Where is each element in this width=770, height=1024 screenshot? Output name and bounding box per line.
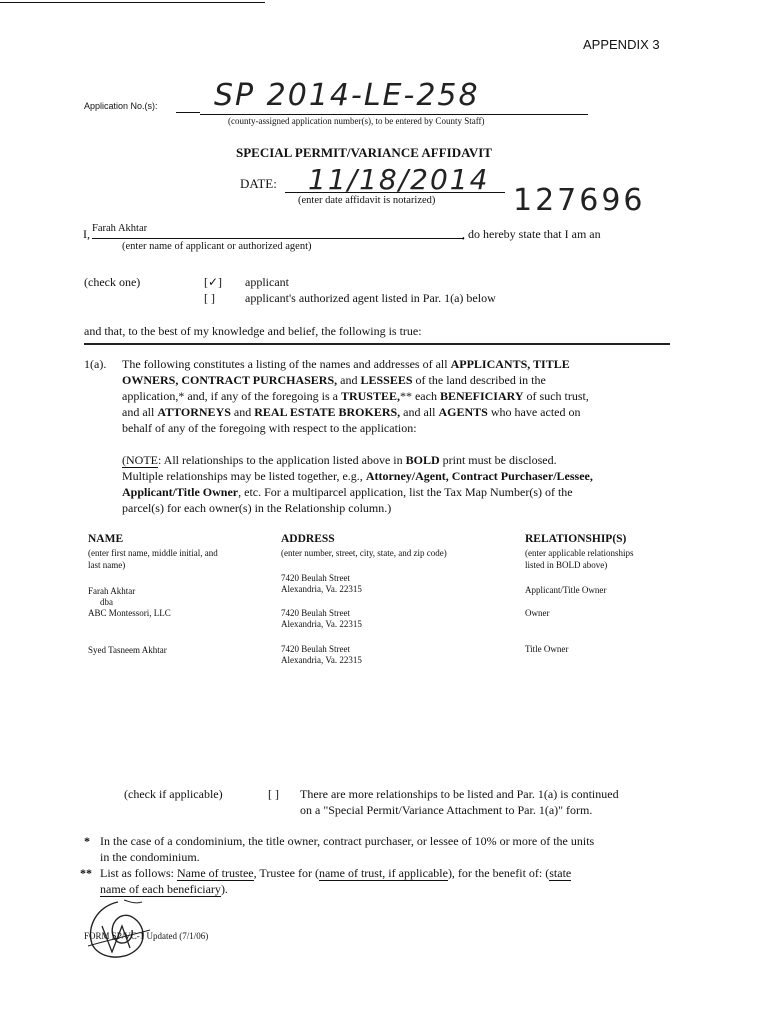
top-edge-line: [0, 2, 265, 3]
intro-statement: and that, to the best of my knowledge and belief, the following is true:: [84, 324, 422, 338]
row-1-name-dba: dba: [100, 597, 113, 607]
footnote-underlined: name of trust, if applicable: [318, 866, 448, 880]
par-text: who have acted on: [487, 405, 581, 419]
note-bold-text: Applicant/Title Owner: [122, 485, 239, 499]
row-2-name: ABC Montessori, LLC: [88, 608, 171, 618]
par-text: ** each: [399, 389, 440, 403]
header-name: NAME: [88, 533, 124, 545]
par-bold-text: TRUSTEE,: [340, 389, 400, 403]
par-1a-line-2: [122, 372, 546, 388]
par-bold-text: APPLICANTS, TITLE: [450, 357, 570, 371]
statement-underline: [92, 238, 464, 239]
header-relationship-note-1: (enter applicable relationships: [525, 548, 634, 558]
note-line-2: [122, 468, 593, 484]
footnote-2-line-1: [100, 865, 571, 881]
note-line-4: parcel(s) for each owner(s) in the Relationship column.): [122, 501, 392, 515]
continuation-checkbox[interactable]: [ ]: [268, 787, 279, 801]
header-relationship-note-2: listed in BOLD above): [525, 560, 608, 570]
par-1a-line-3: [122, 388, 589, 404]
statement-note: (enter name of applicant or authorized agent): [122, 241, 312, 252]
row-1-relationship: Applicant/Title Owner: [525, 585, 607, 595]
row-1-address-line-1: 7420 Beulah Street: [281, 573, 350, 583]
par-1a-number: 1(a).: [84, 357, 107, 371]
row-3-address-line-1: 7420 Beulah Street: [281, 644, 350, 654]
par-bold-text: BENEFICIARY: [439, 389, 524, 403]
check-box-applicant[interactable]: [✓]: [204, 275, 223, 289]
page-title: SPECIAL PERMIT/VARIANCE AFFIDAVIT: [236, 145, 492, 160]
par-text: The following constitutes a listing of the names and addresses of all: [122, 357, 451, 371]
par-1a-line-1: [122, 356, 682, 372]
note-label: (NOTE: [122, 453, 158, 467]
header-relationship: RELATIONSHIP(S): [525, 533, 627, 545]
application-underline: [200, 114, 588, 115]
note-bold-text: Attorney/Agent, Contract Purchaser/Lessee,: [365, 469, 593, 483]
par-text: application,* and, if any of the foregoing is a: [122, 389, 341, 403]
par-bold-text: REAL ESTATE BROKERS,: [254, 405, 401, 419]
footnote-2-mark: **: [80, 866, 92, 880]
appendix-label: APPENDIX 3: [583, 37, 660, 52]
continuation-line-2: on a "Special Permit/Variance Attachment to Par. 1(a)" form.: [300, 803, 593, 817]
header-name-note-2: last name): [88, 560, 126, 570]
application-note: (county-assigned application number(s), to be entered by County Staff): [228, 116, 485, 126]
statement-name: Farah Akhtar: [92, 223, 148, 234]
continuation-line-1: There are more relationships to be listed and Par. 1(a) is continued: [300, 787, 619, 801]
note-text: , etc. For a multiparcel application, list the Tax Map Number(s) of the: [238, 485, 573, 499]
par-text: and all: [122, 405, 158, 419]
footnote-underlined: state: [549, 866, 572, 880]
row-1-address-line-2: Alexandria, Va. 22315: [281, 584, 362, 594]
par-text: of the land described in the: [412, 373, 546, 387]
footnote-text: List as follows:: [100, 866, 177, 880]
par-bold-text: OWNERS, CONTRACT PURCHASERS,: [122, 373, 338, 387]
application-label: Application No.(s):: [84, 101, 158, 111]
header-address-note: (enter number, street, city, state, and zip code): [281, 548, 447, 558]
header-address: ADDRESS: [281, 533, 335, 545]
continuation-label: (check if applicable): [124, 787, 223, 801]
par-text: and all: [400, 405, 439, 419]
note-line-3: [122, 484, 573, 500]
note-text: print must be disclosed.: [439, 453, 557, 467]
note-bold-text: BOLD: [405, 453, 440, 467]
par-bold-text: LESSEES: [360, 373, 413, 387]
statement-suffix: , do hereby state that I am an: [462, 227, 601, 241]
par-bold-text: AGENTS: [438, 405, 488, 419]
par-bold-text: ATTORNEYS: [157, 405, 231, 419]
par-text: of such trust,: [523, 389, 589, 403]
footnote-text: ), for the benefit of: (: [447, 866, 550, 880]
check-option-applicant: applicant: [245, 275, 289, 289]
footnote-text: , Trustee for (: [253, 866, 319, 880]
par-text: and: [337, 373, 361, 387]
footnote-underlined: name of each beneficiary: [100, 882, 221, 896]
footnote-1-mark: *: [84, 834, 90, 848]
row-3-name: Syed Tasneem Akhtar: [88, 645, 167, 655]
par-text: and: [230, 405, 255, 419]
date-note: (enter date affidavit is notarized): [298, 195, 436, 206]
footnote-1-line-1: In the case of a condominium, the title owner, contract purchaser, or lessee of 10% or more of the units: [100, 834, 595, 848]
note-text: : All relationships to the application listed above in: [158, 453, 406, 467]
footnote-underlined: Name of trustee: [177, 866, 254, 880]
application-number-handwritten: SP 2014-LE-258: [214, 78, 480, 113]
application-underline-lead: [176, 112, 200, 113]
par-1a-line-4: [122, 404, 581, 420]
row-2-relationship: Owner: [525, 608, 550, 618]
check-option-agent: applicant's authorized agent listed in Par. 1(a) below: [245, 291, 496, 305]
check-box-agent[interactable]: [ ]: [204, 291, 215, 305]
footnote-text: ).: [220, 882, 228, 896]
header-name-note-1: (enter first name, middle initial, and: [88, 548, 218, 558]
row-2-address-line-2: Alexandria, Va. 22315: [281, 619, 362, 629]
row-3-relationship: Title Owner: [525, 644, 569, 654]
check-one-label: (check one): [84, 275, 141, 289]
statement-prefix: I,: [83, 227, 90, 241]
par-1a-line-5: behalf of any of the foregoing with respect to the application:: [122, 421, 417, 435]
side-number-handwritten: 127696: [513, 183, 646, 218]
section-divider: [84, 343, 670, 345]
date-handwritten: 11/18/2014: [308, 163, 490, 196]
footnote-2-line-2: [100, 881, 228, 897]
row-3-address-line-2: Alexandria, Va. 22315: [281, 655, 362, 665]
note-text: Multiple relationships may be listed together, e.g.,: [122, 469, 366, 483]
row-1-name: Farah Akhtar: [88, 586, 136, 596]
form-id: FORM SP/VC-1 Updated (7/1/06): [84, 931, 209, 941]
date-label: DATE:: [240, 176, 277, 191]
footnote-1-line-2: in the condominium.: [100, 850, 200, 864]
note-line-1: [122, 452, 557, 468]
row-2-address-line-1: 7420 Beulah Street: [281, 608, 350, 618]
